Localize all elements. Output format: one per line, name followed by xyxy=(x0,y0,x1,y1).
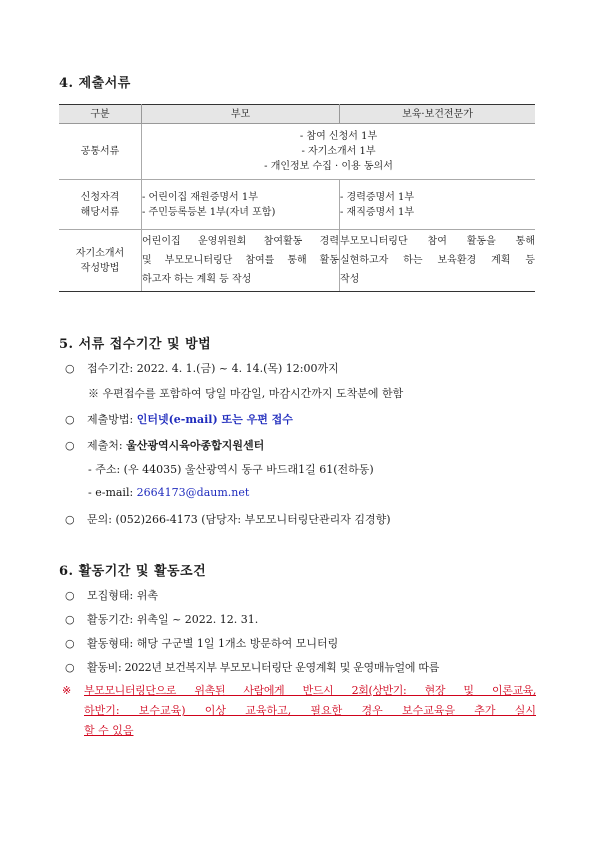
address-line: - 주소: (우 44035) 울산광역시 동구 바드래1길 61(전하동) xyxy=(88,463,374,476)
table-header-row xyxy=(59,105,535,124)
parent-doc-item: - 어린이집 재원증명서 1부 xyxy=(142,191,258,203)
table-row xyxy=(59,230,535,292)
period-note: ※ 우편접수를 포함하여 당일 마감일, 마감시간까지 도착분에 한함 xyxy=(88,387,404,400)
common-doc-item: - 개인정보 수집 · 이용 동의서 xyxy=(264,161,393,172)
period-text: 접수기간: 2022. 4. 1.(금) ~ 4. 14.(목) 12:00까지 xyxy=(87,362,339,375)
row-label-qualification xyxy=(59,180,142,230)
row-label-common: 공통서류 xyxy=(59,124,142,180)
row-label-line: 신청자격 xyxy=(80,191,120,203)
condition-text: 모집형태: 위촉 xyxy=(87,589,158,602)
email-link[interactable]: 2664173@daum.net xyxy=(136,486,250,499)
table-row xyxy=(59,124,535,180)
qualification-parent-cell xyxy=(142,180,340,230)
email-label: - e-mail: xyxy=(88,486,137,499)
common-doc-item: - 참여 신청서 1부 xyxy=(299,131,378,142)
expert-guide-line: 부모모니터링단 참여 활동을 통해 xyxy=(340,236,535,247)
table-header-category: 구분 xyxy=(59,105,142,124)
circle-bullet-icon: ○ xyxy=(65,362,75,375)
contact-text: 문의: (052)266-4173 (담당자: 부모모니터링단관리자 김경향) xyxy=(87,513,391,526)
documents-table xyxy=(59,104,535,292)
condition-item xyxy=(65,659,439,675)
condition-text: 활동기간: 위촉일 ~ 2022. 12. 31. xyxy=(87,613,259,626)
expert-doc-item: - 재직증명서 1부 xyxy=(340,206,415,218)
circle-bullet-icon: ○ xyxy=(65,513,75,526)
table-row xyxy=(59,180,535,230)
table-header-expert: 보육·보건전문가 xyxy=(340,105,536,124)
note-mark: ※ xyxy=(62,684,72,697)
circle-bullet-icon: ○ xyxy=(65,439,75,452)
contact-line xyxy=(65,511,391,527)
common-doc-item: - 자기소개서 1부 xyxy=(301,146,376,157)
row-label-line: 작성방법 xyxy=(80,262,120,274)
note-text xyxy=(84,681,536,741)
table-header-parent: 부모 xyxy=(142,105,340,124)
qualification-expert-cell xyxy=(340,180,536,230)
row-label-line: 해당서류 xyxy=(80,206,120,218)
section-4-title: 4. 제출서류 xyxy=(59,76,131,91)
circle-bullet-icon: ○ xyxy=(65,661,75,674)
condition-text: 활동형태: 해당 구군별 1일 1개소 방문하여 모니터링 xyxy=(87,637,339,650)
method-value: 인터넷(e-mail) 또는 우편 접수 xyxy=(136,413,293,426)
self-intro-parent-cell xyxy=(142,230,340,292)
condition-item xyxy=(65,611,258,627)
method-line xyxy=(65,411,293,427)
expert-guide-line: 작성 xyxy=(340,274,360,285)
training-note xyxy=(62,681,536,741)
row-label-line: 자기소개서 xyxy=(75,247,125,259)
note-line: 부모모니터링단으로 위촉된 사람에게 반드시 2회(상반기: 현장 및 이론교육, xyxy=(84,684,536,697)
condition-text: 활동비: 2022년 보건복지부 부모모니터링단 운영계획 및 운영매뉴얼에 따름 xyxy=(87,661,440,674)
expert-doc-item: - 경력증명서 1부 xyxy=(340,191,415,203)
parent-guide-line: 하고자 하는 계획 등 작성 xyxy=(142,274,252,285)
method-label: 제출방법: xyxy=(87,413,137,426)
place-value: 울산광역시육아종합지원센터 xyxy=(126,439,265,452)
period-line xyxy=(65,360,339,376)
common-docs-cell xyxy=(142,124,536,180)
circle-bullet-icon: ○ xyxy=(65,637,75,650)
condition-item xyxy=(65,587,158,603)
expert-guide-line: 실현하고자 하는 보육환경 계획 등 xyxy=(340,255,535,266)
email-line xyxy=(88,486,249,499)
row-label-self-intro xyxy=(59,230,142,292)
parent-guide-line: 어린이집 운영위원회 참여활동 경력 xyxy=(142,236,339,247)
place-label: 제출처: xyxy=(87,439,127,452)
parent-guide-line: 및 부모모니터링단 참여를 통해 활동 xyxy=(142,255,339,266)
circle-bullet-icon: ○ xyxy=(65,413,75,426)
parent-doc-item: - 주민등록등본 1부(자녀 포함) xyxy=(142,206,276,218)
circle-bullet-icon: ○ xyxy=(65,589,75,602)
section-6-title: 6. 활동기간 및 활동조건 xyxy=(59,564,207,579)
circle-bullet-icon: ○ xyxy=(65,613,75,626)
self-intro-expert-cell xyxy=(340,230,536,292)
condition-item xyxy=(65,635,338,651)
note-line: 하반기: 보수교육) 이상 교육하고, 필요한 경우 보수교육을 추가 실시 xyxy=(84,704,536,717)
note-line: 할 수 있음 xyxy=(84,724,134,737)
section-5-title: 5. 서류 접수기간 및 방법 xyxy=(59,337,212,352)
place-line xyxy=(65,437,264,453)
